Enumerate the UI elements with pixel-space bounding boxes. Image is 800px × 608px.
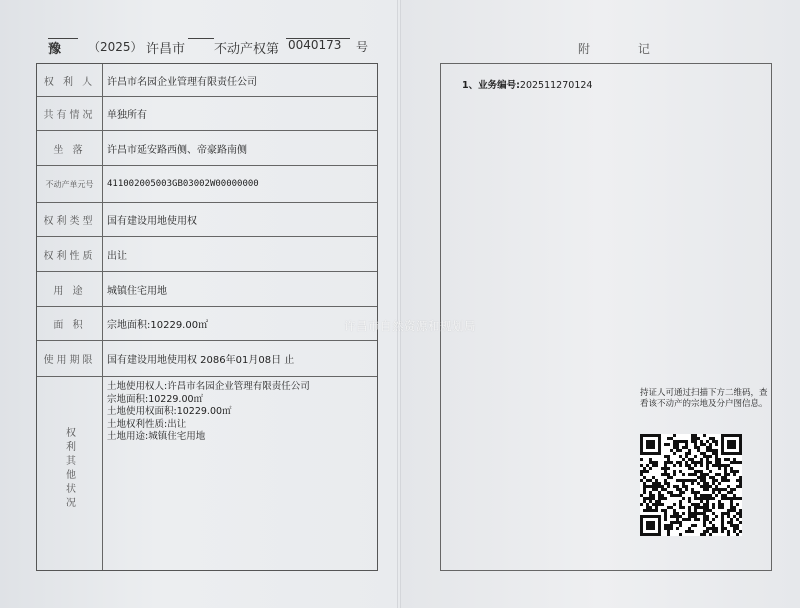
province-abbr: 豫 bbox=[48, 42, 62, 57]
row-label: 权利类型 bbox=[37, 203, 103, 236]
row-label: 使用期限 bbox=[37, 341, 103, 376]
row-value: 许昌市延安路西侧、帝豪路南侧 bbox=[107, 144, 247, 156]
certificate-header bbox=[48, 38, 378, 60]
row-label: 权 利 人 bbox=[37, 64, 103, 96]
underline bbox=[188, 38, 214, 39]
row-label: 权利性质 bbox=[37, 237, 103, 271]
business-number-label: 1、业务编号: bbox=[462, 80, 520, 91]
row-label: 用 途 bbox=[37, 272, 103, 306]
table-row bbox=[37, 341, 377, 377]
other-line: 宗地面积:10229.00㎡ bbox=[107, 393, 204, 405]
row-value: 单独所有 bbox=[107, 110, 147, 121]
row-value: 国有建设用地使用权 bbox=[107, 216, 197, 227]
table-row bbox=[37, 307, 377, 341]
other-line: 土地权利性质:出让 bbox=[107, 418, 187, 430]
table-row bbox=[37, 166, 377, 203]
row-value: 国有建设用地使用权 2086年01月08日 止 bbox=[107, 355, 295, 366]
qr-instruction: 持证人可通过扫描下方二维码，查看该不动产的宗地及分户图信息。 bbox=[640, 388, 768, 409]
row-label: 坐 落 bbox=[37, 131, 103, 165]
certificate-type: 不动产权第 bbox=[214, 42, 280, 57]
qr-code-icon[interactable] bbox=[640, 434, 742, 536]
table-row bbox=[37, 131, 377, 166]
other-line: 土地使用权面积:10229.00㎡ bbox=[107, 406, 232, 417]
row-value: 宗地面积:10229.00㎡ bbox=[107, 320, 209, 331]
row-label: 面 积 bbox=[37, 307, 103, 340]
certificate-number: 0040173 bbox=[288, 38, 342, 52]
table-row bbox=[37, 64, 377, 97]
business-number-line bbox=[462, 77, 592, 91]
other-rights-text bbox=[107, 381, 310, 444]
book-spine bbox=[397, 0, 401, 608]
underline bbox=[48, 38, 78, 39]
certificate-year: （2025） bbox=[88, 40, 143, 54]
other-line: 土地使用权人:许昌市名园企业管理有限责任公司 bbox=[107, 381, 310, 392]
certificate-city: 许昌市 bbox=[146, 42, 186, 57]
table-row bbox=[37, 203, 377, 237]
other-line: 土地用途:城镇住宅用地 bbox=[107, 431, 206, 442]
qr-code-graphic bbox=[640, 434, 742, 536]
issuer-watermark: 许昌市自然资源和规划局 bbox=[344, 319, 476, 333]
row-label: 共有情况 bbox=[37, 97, 103, 130]
certificate-hao: 号 bbox=[356, 40, 369, 54]
row-value: 城镇住宅用地 bbox=[107, 285, 167, 297]
business-number: 202511270124 bbox=[519, 80, 593, 91]
other-rights-label: 权利其他状况 bbox=[66, 428, 76, 509]
notes-title: 附 记 bbox=[578, 42, 672, 56]
row-value: 出让 bbox=[107, 250, 127, 262]
table-row-other bbox=[37, 377, 377, 570]
table-row bbox=[37, 97, 377, 131]
row-value: 411002005003GB03002W00000000 bbox=[107, 179, 259, 189]
row-value: 许昌市名园企业管理有限责任公司 bbox=[107, 76, 257, 88]
registration-table bbox=[36, 63, 378, 571]
row-label-other bbox=[37, 377, 103, 570]
row-label: 不动产单元号 bbox=[37, 166, 103, 202]
table-row bbox=[37, 237, 377, 272]
table-row bbox=[37, 272, 377, 307]
underline bbox=[286, 38, 350, 39]
